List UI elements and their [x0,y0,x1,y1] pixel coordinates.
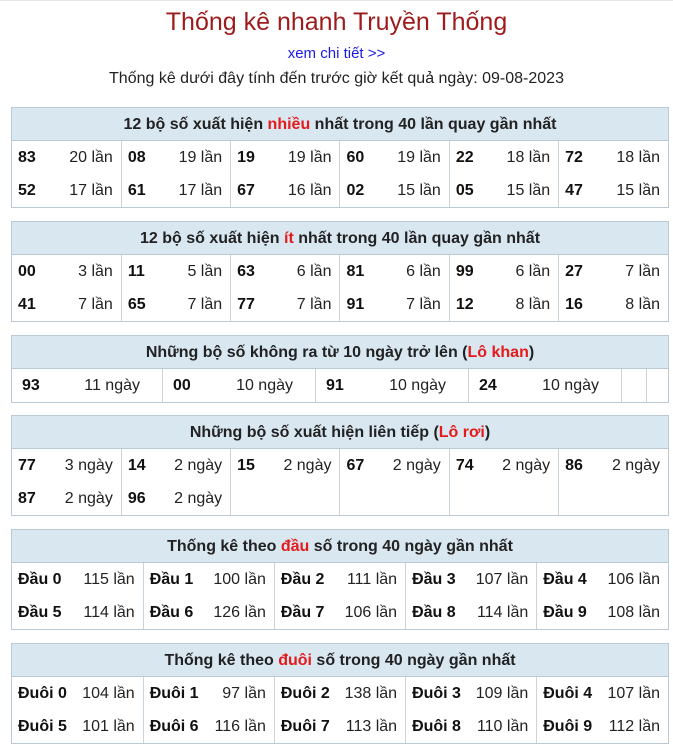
table-cell [12,710,143,743]
cell-count: 8 lần [515,295,551,313]
table-cell [537,596,668,629]
cell-count: 104 lần [82,684,135,702]
cell-key: Đầu 8 [412,603,456,621]
cell-key: 12 [455,295,474,313]
cell-key: 02 [346,181,365,199]
table-cell [231,255,340,288]
page-subtitle: Thống kê dưới đây tính đến trước giờ kết quả ngày: 09-08-2023 [109,70,564,87]
cell-count: 18 lần [616,148,660,166]
cell-key: 22 [455,148,474,166]
cell-count: 6 lần [296,262,332,280]
table-cell [406,596,537,629]
section-least-frequent-title: 12 bộ số xuất hiện ít nhất trong 40 lần quay gần nhất [12,222,668,255]
table-cell [121,482,230,515]
cell-key: 00 [18,262,36,280]
table-cell [469,369,622,402]
table-cell [274,596,405,629]
table-cell [12,677,143,710]
table-cell [537,677,668,710]
table-cell [231,482,340,515]
section-lo-khan-title: Những bộ số không ra từ 10 ngày trở lên (Lô khan) [12,336,668,369]
table-row [12,174,668,207]
cell-count: 15 lần [616,181,660,199]
cell-count: 108 lần [607,603,660,621]
detail-link[interactable]: xem chi tiết >> [287,45,386,62]
cell-count: 138 lần [344,684,398,702]
cell-count: 114 lần [83,603,135,621]
cell-key: Đuôi 9 [543,717,593,735]
cell-count: 7 lần [187,295,223,313]
cell-key: 81 [346,262,365,280]
cell-key: 24 [479,376,497,394]
table-cell [537,563,668,596]
section-lo-roi [11,415,669,516]
cell-key: Đuôi 7 [280,717,330,735]
table-row [12,449,668,482]
cell-key: 91 [326,376,344,394]
table-cell [559,288,668,321]
cell-key: Đuôi 3 [412,684,461,702]
cell-key: 11 [127,262,145,280]
table-row [12,677,668,710]
cell-key: 60 [346,148,365,166]
cell-count: 109 lần [475,684,529,702]
cell-key: Đầu 1 [149,570,194,588]
cell-count: 113 lần [345,717,398,735]
table-cell [12,596,143,629]
cell-count: 97 lần [222,684,266,702]
cell-key: Đầu 4 [543,570,587,588]
section-most-frequent-title: 12 bộ số xuất hiện nhiều nhất trong 40 lần quay gần nhất [12,108,668,141]
table-cell [12,141,121,174]
cell-key: 14 [127,456,146,474]
cell-key: 67 [346,456,365,474]
cell-count: 3 lần [78,262,113,280]
cell-key: 91 [346,295,365,313]
table-cell [449,255,558,288]
cell-key: Đuôi 2 [280,684,330,702]
table-cell [12,288,121,321]
table-cell [121,255,230,288]
cell-key: Đầu 7 [280,603,325,621]
cell-key: 16 [565,295,583,313]
table-cell [274,710,405,743]
cell-count: 107 lần [607,684,660,702]
cell-key: 05 [455,181,474,199]
table-cell [12,563,143,596]
cell-key: 65 [127,295,146,313]
table-cell [121,288,230,321]
cell-key: Đầu 9 [543,603,587,621]
cell-count: 15 lần [397,181,441,199]
cell-key: 77 [237,295,255,313]
cell-count: 2 ngày [502,456,551,474]
table-row [12,596,668,629]
cell-key: 87 [18,489,36,507]
table-cell [340,174,449,207]
cell-key: 72 [565,148,583,166]
cell-count: 111 lần [346,570,398,588]
cell-count: 10 ngày [542,376,599,394]
cell-count: 2 ngày [611,456,660,474]
cell-count: 10 ngày [389,376,446,394]
table-cell [559,449,668,482]
cell-key: Đuôi 0 [18,684,67,702]
table-cell [143,677,274,710]
section-duoi [11,643,669,744]
table-cell [274,563,405,596]
dau-table [12,563,668,629]
cell-count: 16 lần [287,181,332,199]
table-cell [143,596,274,629]
table-row [12,255,668,288]
cell-key: Đuôi 6 [149,717,199,735]
cell-key: Đuôi 5 [18,717,67,735]
most-frequent-table [12,141,668,207]
cell-count: 126 lần [213,603,266,621]
table-cell [449,141,558,174]
table-cell [647,369,673,402]
table-cell [231,141,340,174]
table-cell [406,710,537,743]
table-cell [622,369,647,402]
table-row [12,563,668,596]
table-cell [340,141,449,174]
cell-count: 2 ngày [174,489,223,507]
table-cell [121,141,230,174]
table-cell [559,255,668,288]
cell-key: 86 [565,456,583,474]
cell-key: 61 [127,181,146,199]
table-cell [163,369,316,402]
section-most-frequent [11,107,669,208]
top-divider [0,0,673,1]
cell-key: 63 [237,262,255,280]
cell-count: 100 lần [213,570,266,588]
table-cell [12,174,121,207]
cell-key: 96 [127,489,146,507]
cell-count: 114 lần [476,603,529,621]
table-cell [12,369,163,402]
cell-count: 2 ngày [283,456,332,474]
cell-count: 8 lần [625,295,660,313]
cell-key: 19 [237,148,255,166]
cell-key: Đầu 2 [280,570,325,588]
cell-key: 52 [18,181,36,199]
cell-key: Đuôi 1 [149,684,199,702]
table-cell [449,482,558,515]
table-cell [316,369,469,402]
cell-count: 20 lần [69,148,113,166]
cell-count: 101 lần [82,717,135,735]
cell-count: 115 lần [83,570,135,588]
cell-key: Đầu 6 [149,603,194,621]
cell-key: Đầu 3 [412,570,456,588]
cell-count: 15 lần [506,181,551,199]
cell-key: 47 [565,181,583,199]
least-frequent-table [12,255,668,321]
cell-count: 19 lần [287,148,332,166]
table-cell [12,482,121,515]
cell-key: Đuôi 8 [412,717,461,735]
section-dau [11,529,669,630]
table-row [12,288,668,321]
lo-khan-table [12,369,673,402]
cell-count: 2 ngày [392,456,441,474]
cell-count: 112 lần [608,717,660,735]
cell-count: 6 lần [515,262,551,280]
table-cell [12,255,121,288]
table-cell [559,482,668,515]
table-cell [406,563,537,596]
cell-count: 19 lần [397,148,441,166]
cell-count: 3 ngày [64,456,113,474]
table-cell [340,482,449,515]
page-title: Thống kê nhanh Truyền Thống [165,8,508,36]
table-cell [143,563,274,596]
cell-key: 77 [18,456,36,474]
section-dau-title: Thống kê theo đầu số trong 40 ngày gần nhất [12,530,668,563]
cell-count: 106 lần [344,603,398,621]
table-cell [274,677,405,710]
cell-count: 11 ngày [84,376,140,394]
table-cell [12,449,121,482]
cell-key: 93 [22,376,40,394]
table-cell [231,288,340,321]
cell-count: 110 lần [476,717,529,735]
cell-key: 00 [173,376,191,394]
lo-roi-table [12,449,668,515]
table-cell [537,710,668,743]
cell-count: 2 ngày [174,456,223,474]
cell-count: 17 lần [178,181,223,199]
section-least-frequent [11,221,669,322]
table-row [12,710,668,743]
table-cell [340,449,449,482]
cell-key: 83 [18,148,36,166]
cell-key: 41 [18,295,36,313]
duoi-table [12,677,668,743]
cell-key: 15 [237,456,255,474]
table-row [12,482,668,515]
cell-key: Đầu 5 [18,603,62,621]
section-lo-khan [11,335,669,403]
cell-count: 7 lần [78,295,113,313]
cell-count: 7 lần [406,295,441,313]
cell-count: 17 lần [69,181,113,199]
table-cell [449,174,558,207]
table-cell [406,677,537,710]
section-duoi-title: Thống kê theo đuôi số trong 40 ngày gần nhất [12,644,668,677]
table-cell [340,288,449,321]
table-cell [449,449,558,482]
table-row [12,369,673,402]
table-cell [231,174,340,207]
table-row [12,141,668,174]
cell-count: 6 lần [406,262,441,280]
cell-key: 27 [565,262,583,280]
cell-count: 5 lần [187,262,223,280]
section-lo-roi-title: Những bộ số xuất hiện liên tiếp (Lô rơi) [12,416,668,449]
cell-key: 08 [127,148,146,166]
table-cell [121,174,230,207]
cell-count: 116 lần [214,717,266,735]
cell-count: 107 lần [475,570,529,588]
table-cell [143,710,274,743]
table-cell [231,449,340,482]
table-cell [559,174,668,207]
cell-count: 2 ngày [64,489,113,507]
cell-count: 19 lần [178,148,223,166]
table-cell [121,449,230,482]
cell-count: 18 lần [506,148,551,166]
table-cell [559,141,668,174]
table-cell [340,255,449,288]
table-cell [449,288,558,321]
cell-count: 10 ngày [236,376,293,394]
cell-count: 7 lần [296,295,332,313]
cell-key: Đuôi 4 [543,684,593,702]
cell-key: 74 [455,456,474,474]
cell-key: 67 [237,181,255,199]
cell-count: 106 lần [607,570,660,588]
cell-count: 7 lần [625,262,660,280]
cell-key: 99 [455,262,474,280]
cell-key: Đầu 0 [18,570,62,588]
